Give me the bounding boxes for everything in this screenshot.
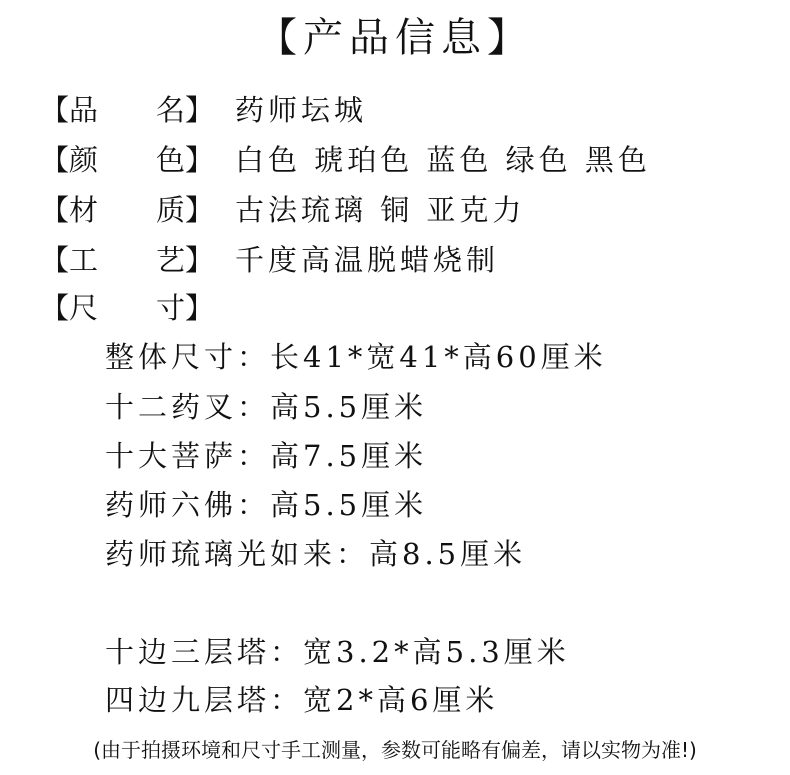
spec-row-craft	[40, 240, 499, 280]
dimension-overall: 整体尺寸：长41*宽41*高60厘米	[105, 340, 607, 374]
spec-label-material: 【材 质】	[40, 193, 215, 227]
spec-value-name: 药师坛城	[235, 93, 368, 127]
spec-value-material: 古法琉璃 铜 亚克力	[235, 193, 526, 227]
spec-label-size: 【尺 寸】	[40, 291, 215, 325]
spec-row-material	[40, 190, 525, 230]
spec-value-craft: 千度高温脱蜡烧制	[235, 243, 500, 277]
spec-label-craft: 【工 艺】	[40, 243, 215, 277]
spec-row-name	[40, 90, 367, 130]
dimension-four-sided-pagoda: 四边九层塔：宽2*高6厘米	[105, 683, 499, 717]
dimension-ten-sided-pagoda: 十边三层塔：宽3.2*高5.3厘米	[105, 635, 570, 669]
dimension-twelve-yaksha: 十二药叉：高5.5厘米	[105, 390, 428, 424]
dimension-ten-bodhisattvas: 十大菩萨：高7.5厘米	[105, 439, 428, 473]
spec-label-name: 【品 名】	[40, 93, 215, 127]
spec-row-color	[40, 140, 651, 180]
dimension-six-medicine-buddhas: 药师六佛：高5.5厘米	[105, 488, 428, 522]
spec-label-color: 【颜 色】	[40, 143, 215, 177]
spec-value-color: 白色 琥珀色 蓝色 绿色 黑色	[235, 143, 651, 177]
measurement-note: (由于拍摄环境和尺寸手工测量，参数可能略有偏差，请以实物为准!)	[93, 738, 697, 762]
spec-row-size	[40, 288, 235, 328]
dimension-medicine-buddha: 药师琉璃光如来：高8.5厘米	[105, 537, 527, 571]
product-info-title: 【产品信息】	[257, 15, 533, 61]
